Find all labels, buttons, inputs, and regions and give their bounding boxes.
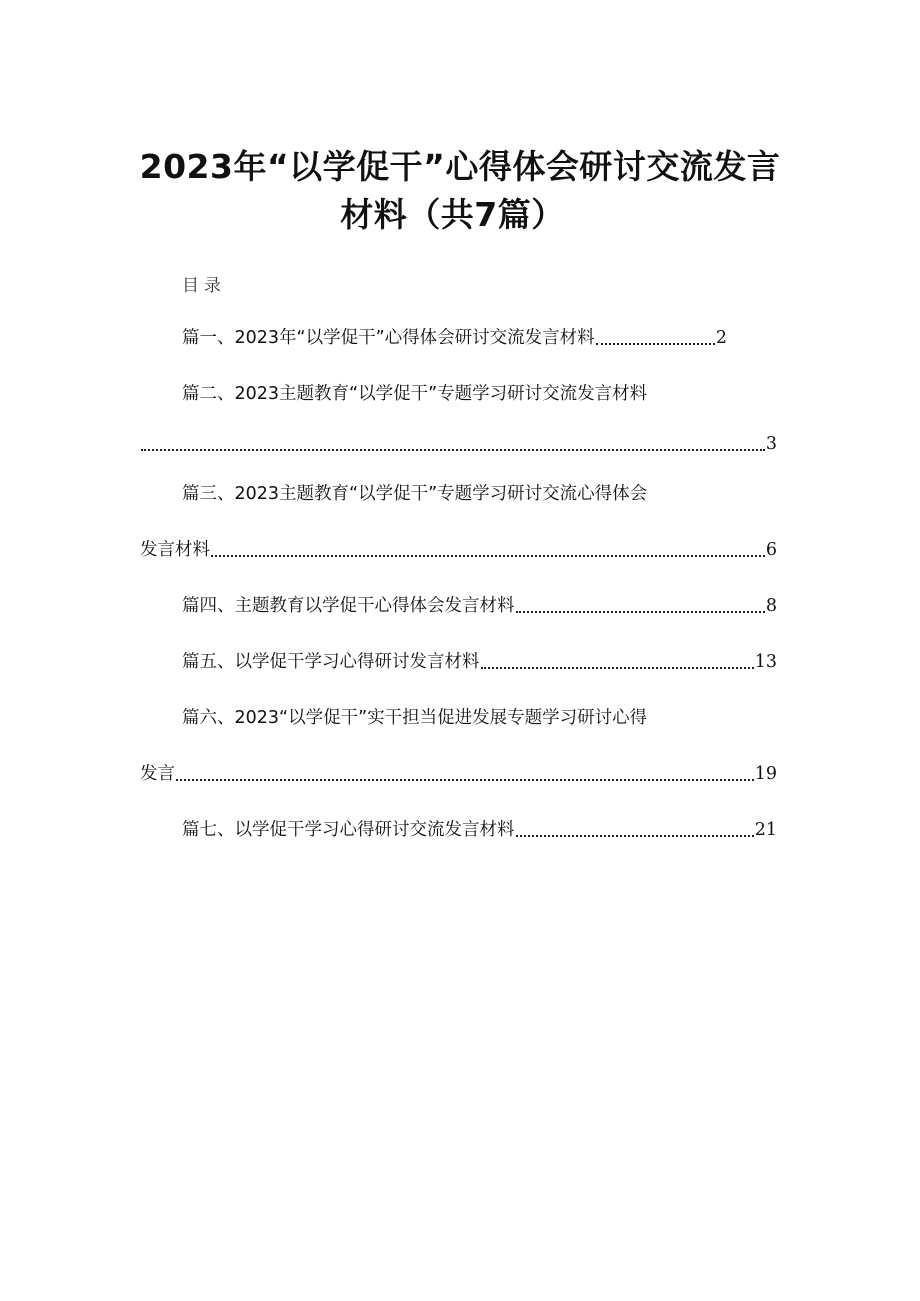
toc-page-number: 3 — [765, 434, 777, 454]
toc-entry-title: 篇二、2023主题教育“以学促干”专题学习研讨交流发言材料 — [182, 384, 648, 404]
toc-entry-6-line-1[interactable] — [182, 706, 647, 730]
toc-heading: 目录 — [182, 276, 226, 296]
toc-leader-dots — [596, 342, 715, 345]
toc-leader-dots — [211, 554, 765, 557]
toc-page-number: 2 — [715, 328, 727, 348]
toc-leader-dots — [481, 666, 754, 669]
toc-entry-title-continued: 发言 — [140, 764, 175, 784]
toc-entry-2-line-1[interactable] — [182, 382, 647, 406]
toc-leader-dots — [176, 778, 754, 781]
toc-entry-5[interactable] — [182, 650, 777, 674]
toc-entry-title: 篇一、2023年“以学促干”心得体会研讨交流发言材料 — [182, 328, 595, 348]
toc-entry-title: 篇四、主题教育以学促干心得体会发言材料 — [182, 596, 515, 616]
toc-entry-3-line-2[interactable] — [140, 538, 777, 562]
toc-page-number: 21 — [754, 820, 777, 840]
document-title-line-1: 2023年“以学促干”心得体会研讨交流发言 — [139, 147, 781, 186]
toc-page-number: 6 — [765, 540, 777, 560]
toc-entry-title: 篇五、以学促干学习心得研讨发言材料 — [182, 652, 480, 672]
toc-entry-7[interactable] — [182, 818, 777, 842]
toc-entry-2-line-2[interactable] — [140, 432, 777, 456]
toc-entry-6-line-2[interactable] — [140, 762, 777, 786]
toc-entry-4[interactable] — [182, 594, 777, 618]
document-title-line-2: 材料（共7篇） — [340, 195, 565, 234]
toc-leader-dots — [516, 834, 754, 837]
toc-leader-dots — [141, 448, 765, 451]
toc-page-number: 8 — [765, 596, 777, 616]
toc-entry-title: 篇七、以学促干学习心得研讨交流发言材料 — [182, 820, 515, 840]
toc-entry-3-line-1[interactable] — [182, 482, 647, 506]
toc-entry-title-continued: 发言材料 — [140, 540, 210, 560]
toc-leader-dots — [516, 610, 765, 613]
toc-page-number: 13 — [754, 652, 777, 672]
toc-page-number: 19 — [754, 764, 777, 784]
toc-entry-title: 篇三、2023主题教育“以学促干”专题学习研讨交流心得体会 — [182, 484, 648, 504]
toc-entry-title: 篇六、2023“以学促干”实干担当促进发展专题学习研讨心得 — [182, 708, 648, 728]
toc-entry-1[interactable] — [182, 326, 727, 350]
